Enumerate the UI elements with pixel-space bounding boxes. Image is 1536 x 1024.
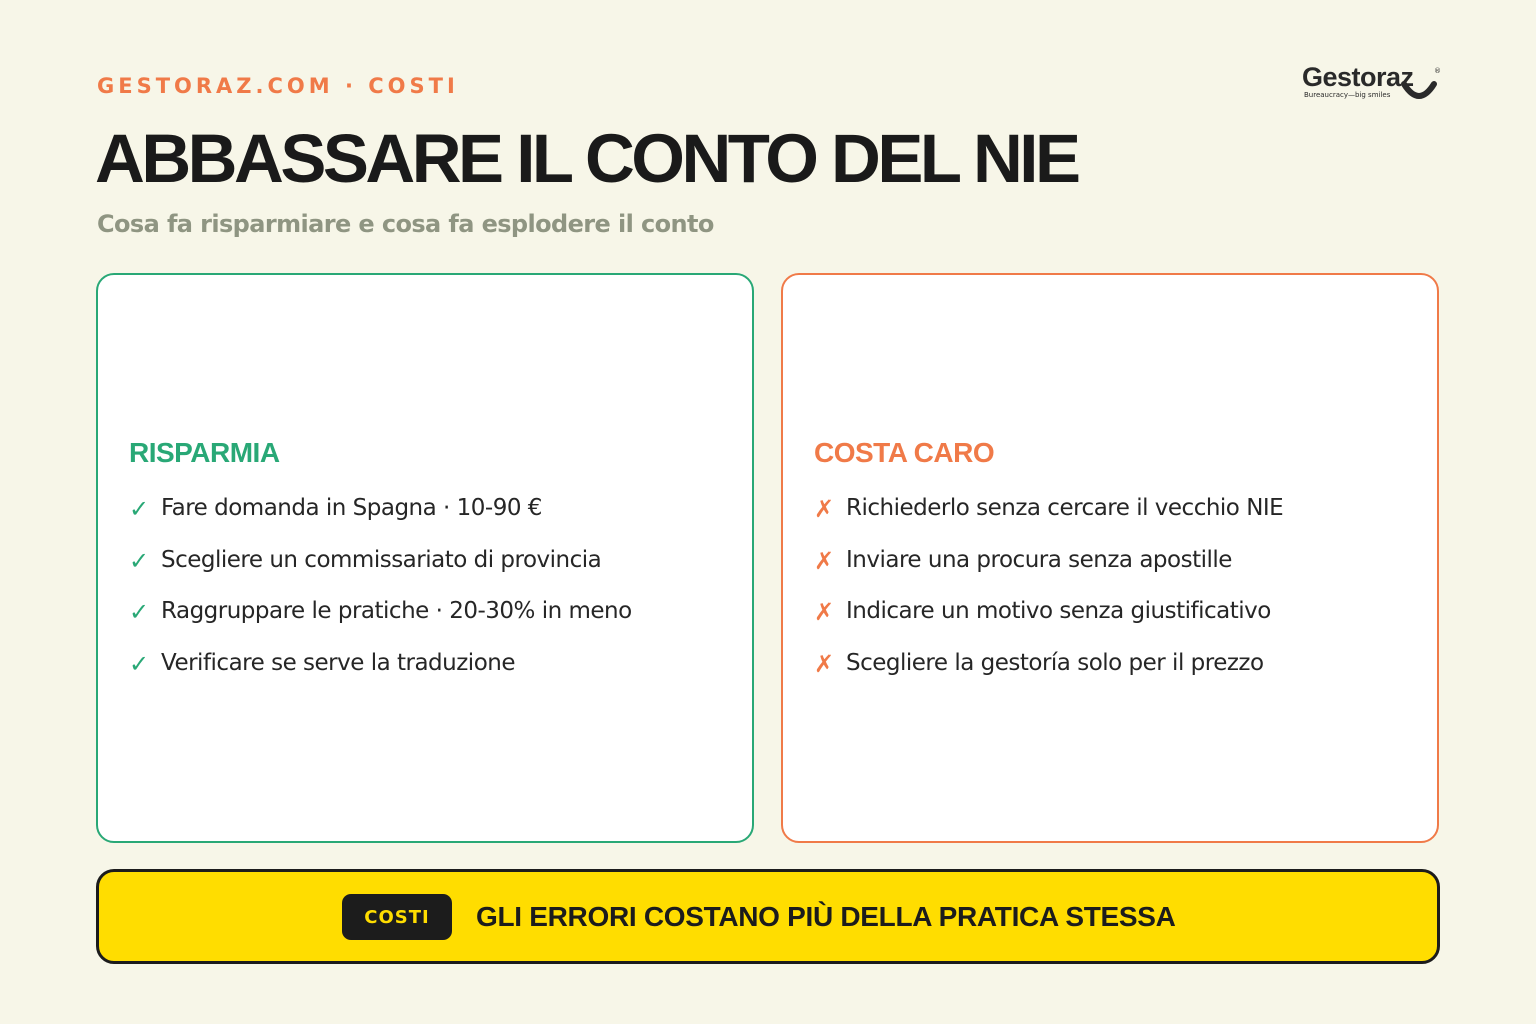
cross-icon: ✗ — [814, 649, 834, 678]
list-item — [129, 650, 632, 702]
list-item-text: Fare domanda in Spagna · 10-90 € — [161, 495, 542, 521]
eyebrow-label: GESTORAZ.COM · COSTI — [97, 74, 459, 98]
costly-heading: COSTA CARO — [814, 437, 995, 468]
list-item-text: Scegliere la gestoría solo per il prezzo — [846, 649, 1264, 676]
check-icon: ✓ — [129, 598, 149, 626]
banner-tag-badge: COSTI — [342, 894, 452, 940]
page-subtitle: Cosa fa risparmiare e cosa fa esplodere il conto — [97, 210, 714, 238]
cross-icon: ✗ — [814, 598, 834, 626]
list-item — [814, 650, 1283, 702]
list-item-text: Raggruppare le pratiche · 20-30% in meno — [161, 598, 632, 624]
logo-registered-mark: ® — [1434, 67, 1441, 75]
gestoraz-logo[interactable] — [1300, 62, 1442, 104]
list-item-text: Inviare una procura senza apostille — [846, 546, 1232, 573]
list-item — [814, 547, 1283, 599]
list-item-text: Scegliere un commissariato di provincia — [161, 546, 602, 573]
check-icon: ✓ — [129, 546, 149, 575]
callout-banner — [96, 869, 1440, 964]
list-item-text: Indicare un motivo senza giustificativo — [846, 598, 1271, 624]
page-title: ABBASSARE IL CONTO DEL NIE — [95, 120, 1078, 197]
savings-heading: RISPARMIA — [129, 437, 280, 468]
banner-message: GLI ERRORI COSTANO PIÙ DELLA PRATICA STESSA — [476, 901, 1176, 932]
list-item — [814, 495, 1283, 547]
list-item — [814, 598, 1283, 650]
list-item-text: Verificare se serve la traduzione — [161, 649, 515, 676]
list-item — [129, 598, 632, 650]
logo-wordmark: Gestoraz — [1302, 62, 1414, 92]
list-item — [129, 547, 632, 599]
savings-list — [129, 495, 632, 701]
smile-icon — [1400, 78, 1438, 104]
cross-icon: ✗ — [814, 495, 834, 523]
check-icon: ✓ — [129, 495, 149, 523]
list-item-text: Richiederlo senza cercare il vecchio NIE — [846, 495, 1284, 521]
savings-card — [96, 273, 754, 843]
cross-icon: ✗ — [814, 546, 834, 575]
logo-tagline: Bureaucracy—big smiles — [1304, 91, 1391, 99]
check-icon: ✓ — [129, 649, 149, 678]
costly-list — [814, 495, 1283, 701]
list-item — [129, 495, 632, 547]
costly-card — [781, 273, 1439, 843]
